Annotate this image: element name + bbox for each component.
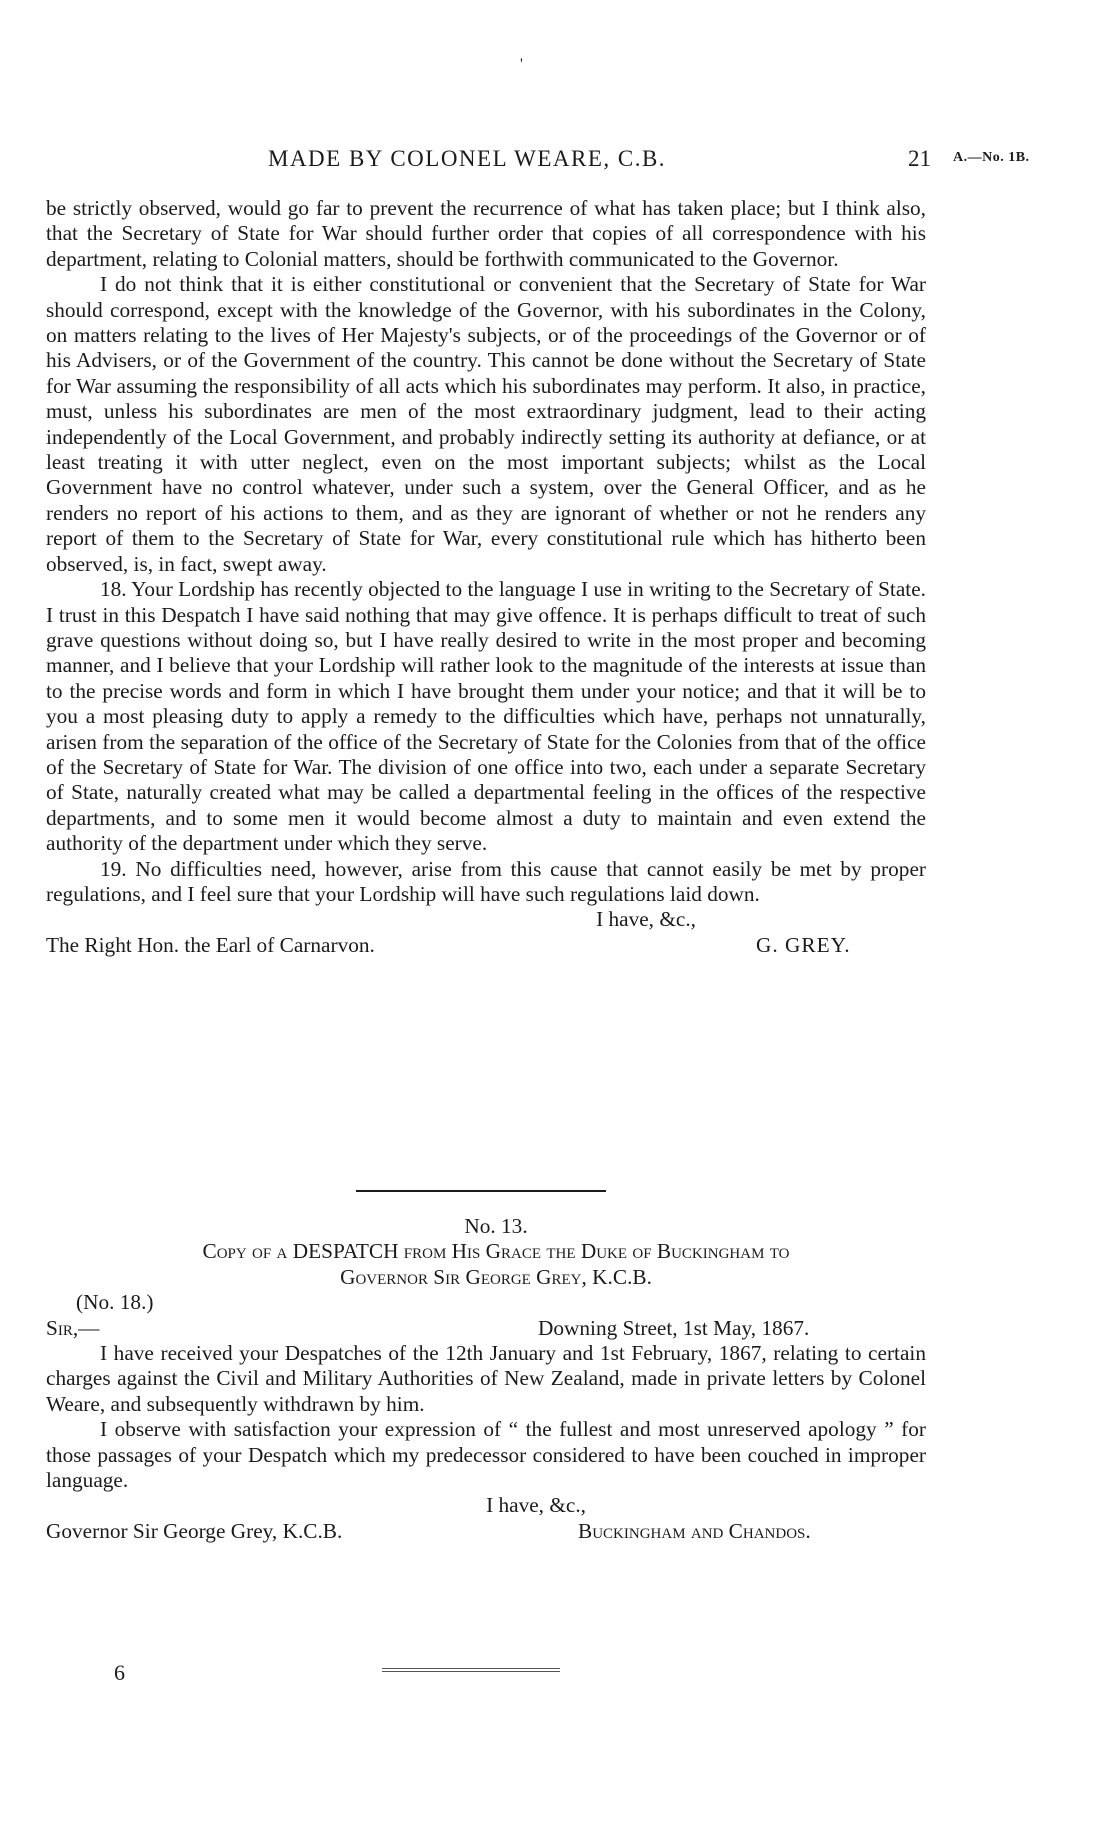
header-reference: A.—No. 1B. — [953, 150, 1030, 165]
section-divider — [356, 1190, 606, 1192]
top-mark: ' — [520, 56, 523, 73]
paragraph-continued: be strictly observed, would go far to prevent the recurrence of what has taken place; but I think also, that the Secretary of State for War should further order that copies of all correspondence with his department, relating to Colonial matters, should be forthwith communicated to the Governor. — [46, 196, 926, 271]
despatch-addressee: Governor Sir George Grey, K.C.B. — [46, 1518, 343, 1543]
closing-line — [46, 907, 926, 932]
footer-rule — [382, 1668, 560, 1672]
date-line: Downing Street, 1st May, 1867. — [538, 1315, 810, 1340]
header-title: MADE BY COLONEL WEARE, C.B. — [268, 146, 667, 171]
running-header — [0, 146, 1114, 178]
despatch-section — [46, 1210, 926, 1544]
paragraph-18: 18. Your Lordship has recently objected to the language I use in writing to the Secretary of State. I trust in this Despatch I have said nothing that may give offence. It is perhaps difficult to treat of such grave questions without doing so, but I have really desired to write in the most proper and becoming manner, and I believe that your Lordship will rather look to the magnitude of the interests at issue than to the precise words and form in which I have brought them under your notice; and that it will be to you a most pleasing duty to apply a remedy to the difficulties which have, perhaps not unnaturally, arisen from the separation of the office of the Secretary of State for the Colonies from that of the office of the Secretary of State for War. The division of one office into two, each under a separate Secretary of State, naturally created what may be called a departmental feeling in the offices of the respective departments, and to some men it would become almost a duty to maintain and even extend the authority of the department under which they serve. — [46, 577, 926, 856]
paragraph-19: 19. No difficulties need, however, arise from this cause that cannot easily be met by proper regulations, and I feel sure that your Lordship will have such regulations laid down. — [46, 856, 926, 906]
page-number: 21 — [908, 146, 931, 171]
despatch-signature: Buckingham and Chandos. — [578, 1518, 811, 1543]
address-line — [46, 933, 926, 958]
despatch-heading-line1: Copy of a DESPATCH from His Grace the Duke of Buckingham to — [202, 1239, 790, 1264]
addressee: The Right Hon. the Earl of Carnarvon. — [46, 932, 375, 957]
despatch-paragraph: I have received your Despatches of the 12th January and 1st February, 1867, relating to certain charges against the Civil and Military Authorities of New Zealand, made in private letters by Colonel Weare, and subsequently withdrawn by him. — [46, 1341, 926, 1416]
despatch-heading-line2: Governor Sir George Grey, K.C.B. — [340, 1264, 652, 1289]
paragraph: I do not think that it is either constitutional or convenient that the Secretary of State for War should correspond, except with the knowledge of the Governor, with his subordinates in the Colony, on matters relating to the lives of Her Majesty's subjects, or of the proceedings of the Governor or of his Advisers, or of the Government of the country. This cannot be done without the Secretary of State for War assuming the responsibility of all acts which his subordinates may perform. It also, in practice, must, unless his subordinates are men of the most extraordinary judgment, lead to their acting independently of the Local Government, and probably indirectly setting its authority at defiance, or at least treating it with utter neglect, even on the most important subjects; whilst as the Local Government have no control whatever, under such a system, over the General Officer, and as he renders no report of his actions to them, and as they are ignorant of whether or not he renders any report of them to the Secretary of State for War, every constitutional rule which has hitherto been observed, is, in fact, swept away. — [46, 272, 926, 576]
signature: G. GREY. — [756, 932, 851, 957]
salutation-date-line — [46, 1316, 926, 1341]
salutation: Sir,— — [46, 1315, 100, 1340]
despatch-address-line — [46, 1519, 926, 1544]
despatch-paragraph: I observe with satisfaction your expression of “ the fullest and most unreserved apology ” for those passages of your Despatch which my predecessor considered to have been couched in improper language. — [46, 1417, 926, 1493]
despatch-number: No. 13. — [464, 1214, 528, 1238]
despatch-closing-text: I have, &c., — [486, 1493, 586, 1518]
signature-mark: 6 — [114, 1660, 125, 1685]
letter-body — [46, 196, 926, 958]
closing-text: I have, &c., — [596, 907, 696, 932]
despatch-sub-number: (No. 18.) — [76, 1290, 154, 1315]
despatch-closing-line — [46, 1493, 926, 1518]
